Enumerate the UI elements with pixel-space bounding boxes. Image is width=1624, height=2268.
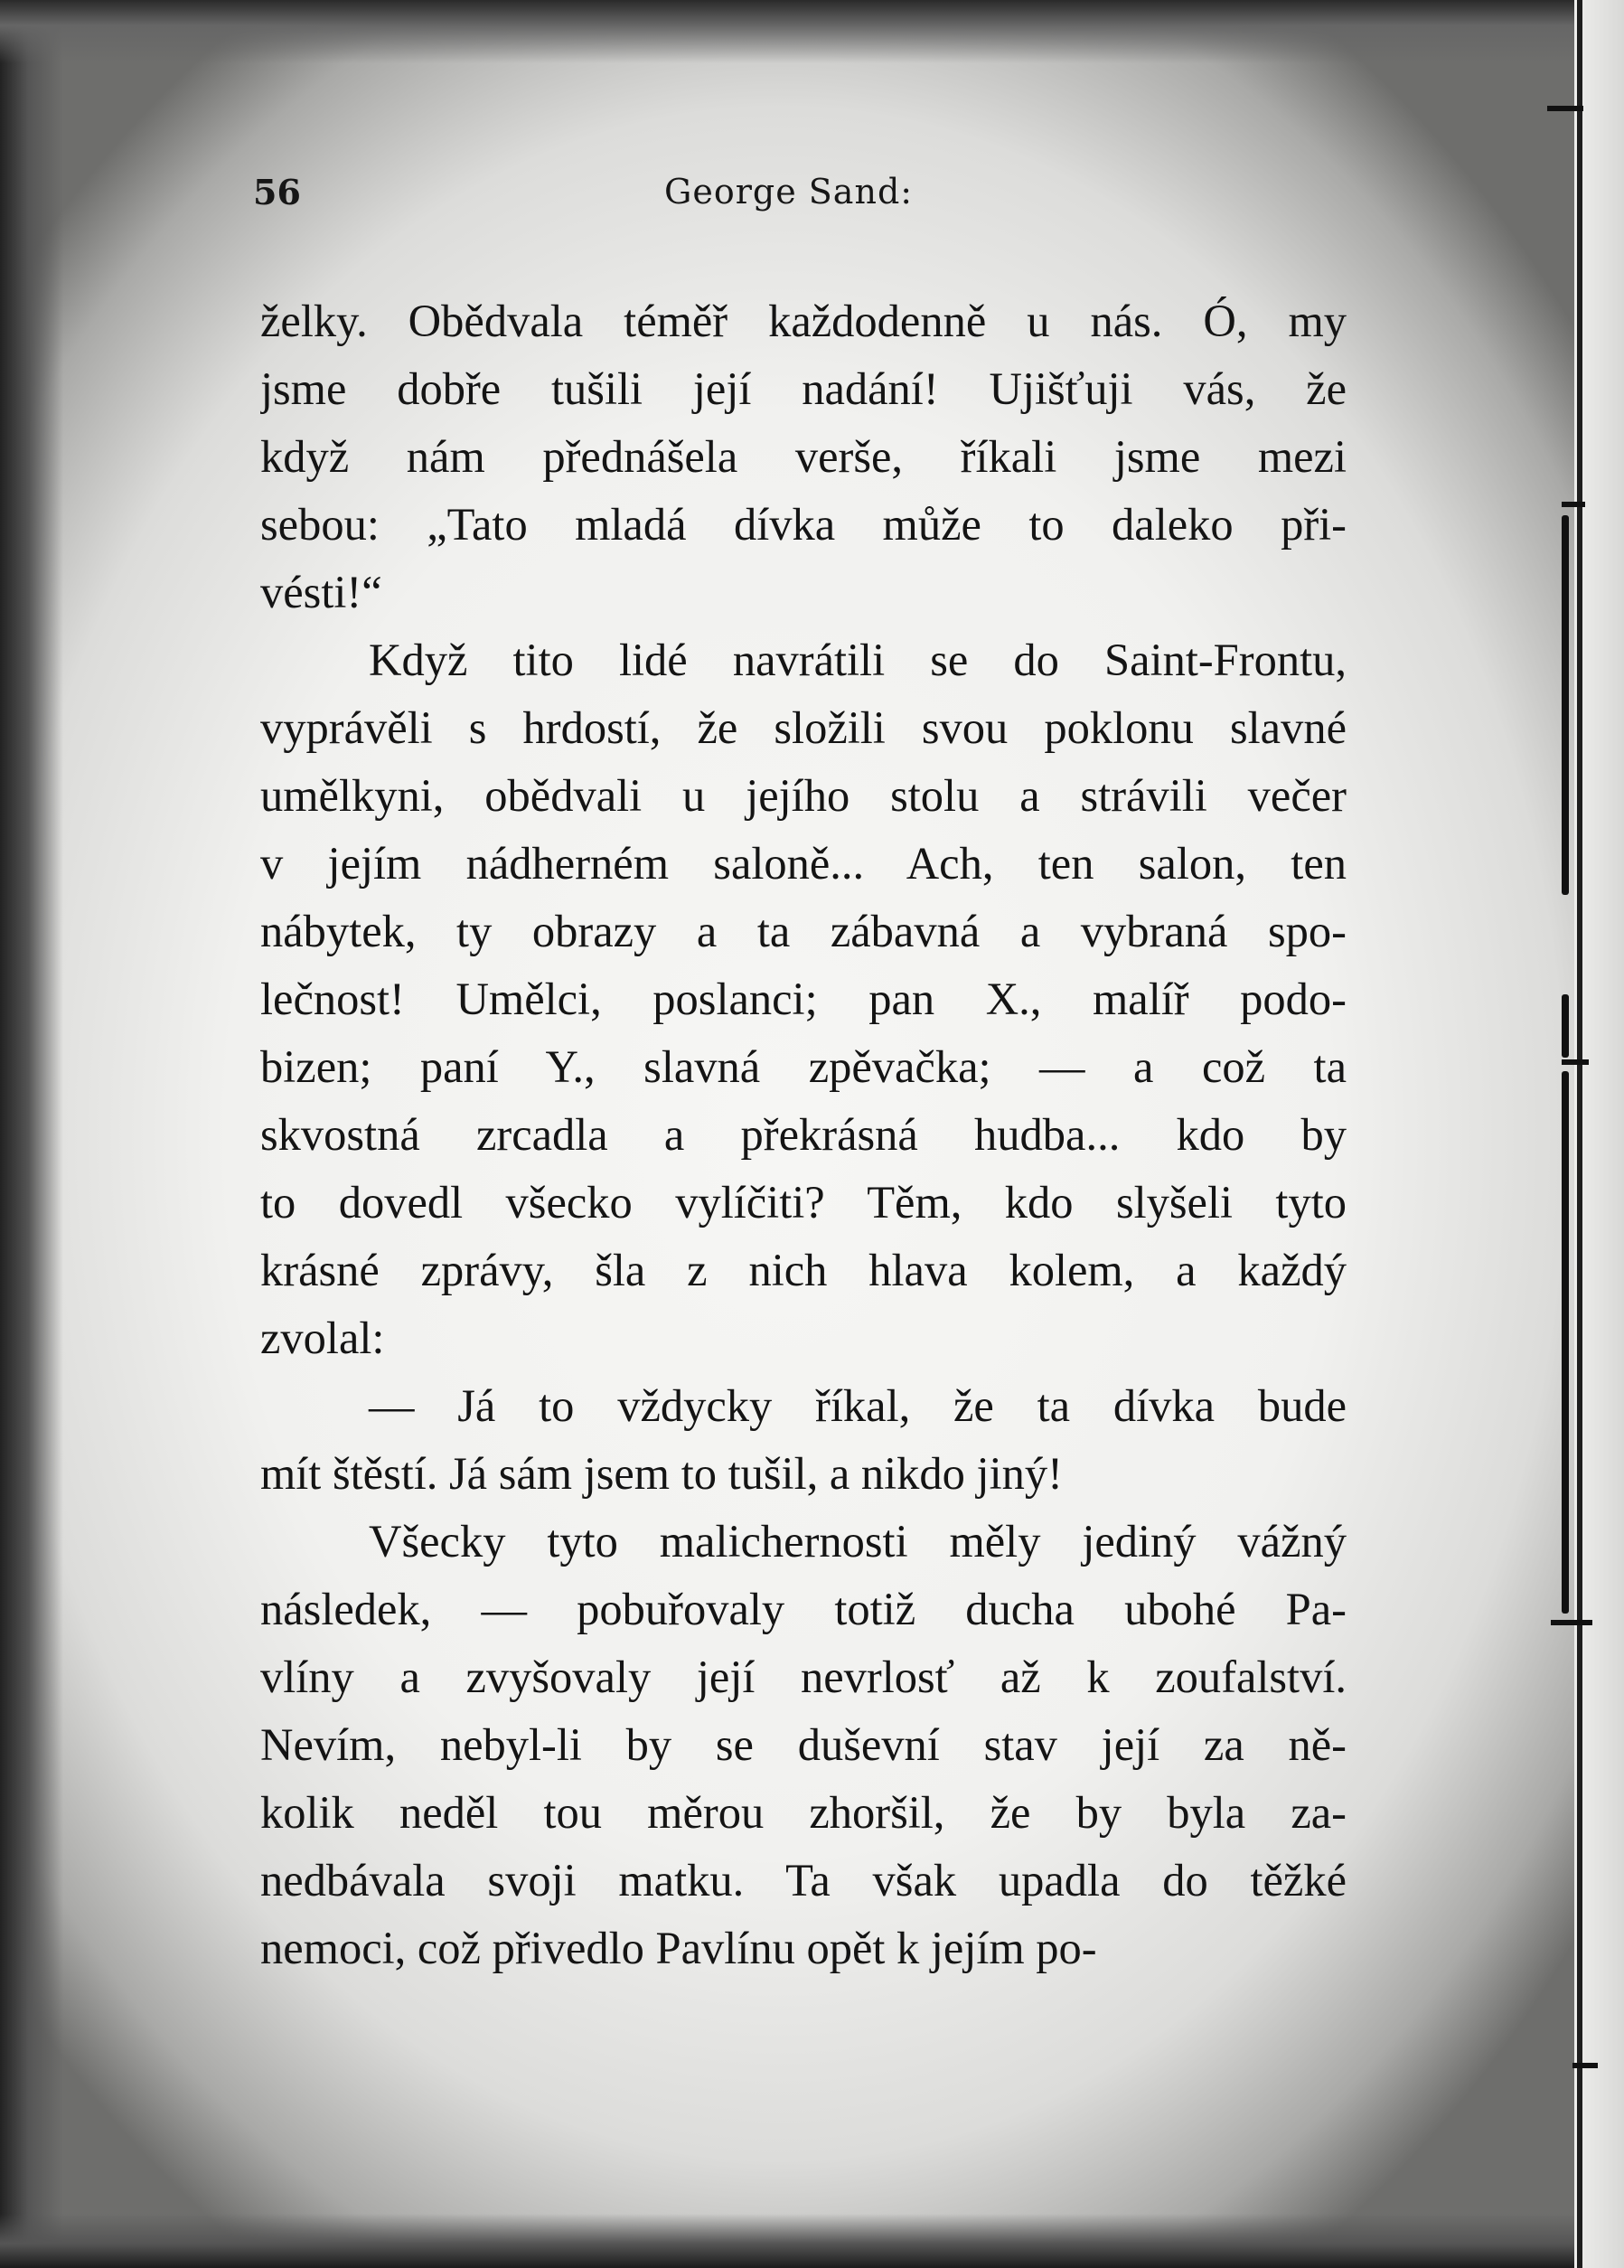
page-header — [253, 172, 940, 219]
text-line: nedbávala svoji matku. Ta však upadla do těžké — [260, 1855, 1347, 1906]
page-edge-line — [1577, 0, 1582, 2268]
text-line: Když tito lidé navrátili se do Saint-Frontu, — [369, 635, 1347, 685]
margin-tick — [1562, 502, 1585, 507]
margin-binding-mark — [1562, 1071, 1569, 1614]
text-line: nemoci, což přivedlo Pavlínu opět k jejím po- — [260, 1923, 1097, 1973]
text-line: následek, — pobuřovaly totiž ducha ubohé Pa- — [260, 1584, 1347, 1634]
text-line: krásné zprávy, šla z nich hlava kolem, a každý — [260, 1245, 1347, 1295]
margin-tick — [1547, 106, 1583, 111]
margin-binding-mark — [1562, 994, 1569, 1058]
text-line: Všecky tyto malichernosti měly jediný vážný — [369, 1516, 1347, 1567]
text-line: bizen; paní Y., slavná zpěvačka; — a což ta — [260, 1041, 1347, 1092]
text-line: — Já to vždycky říkal, že ta dívka bude — [369, 1380, 1347, 1431]
text-line: Nevím, nebyl-li by se duševní stav její za ně- — [260, 1719, 1347, 1770]
margin-tick — [1572, 2063, 1598, 2068]
scan-shadow-bottom — [0, 2214, 1624, 2268]
page-number: 56 — [253, 172, 301, 212]
running-head: George Sand: — [664, 172, 914, 212]
text-line: v jejím nádherném saloně... Ach, ten salon, ten — [260, 838, 1347, 889]
text-line: vlíny a zvyšovaly její nevrlosť až k zoufalství. — [260, 1652, 1347, 1702]
text-line: jsme dobře tušili její nadání! Ujišťuji vás, že — [260, 363, 1347, 414]
text-line: želky. Obědvala téměř každodenně u nás. Ó, my — [260, 296, 1347, 346]
body-text — [260, 287, 1347, 1982]
paragraph — [260, 1372, 1347, 1508]
text-line: zvolal: — [260, 1313, 385, 1363]
text-line: umělkyni, obědvali u jejího stolu a strávili večer — [260, 770, 1347, 821]
text-line: to dovedl všecko vylíčiti? Těm, kdo slyšeli tyto — [260, 1177, 1347, 1228]
margin-tick — [1551, 1620, 1592, 1625]
margin-binding-mark — [1562, 515, 1569, 895]
text-line: lečnost! Umělci, poslanci; pan X., malíř podo- — [260, 974, 1347, 1024]
paragraph — [260, 626, 1347, 1372]
text-line: vyprávěli s hrdostí, že složili svou poklonu slavné — [260, 702, 1347, 753]
text-line: nábytek, ty obrazy a ta zábavná a vybraná spo- — [260, 906, 1347, 956]
margin-tick — [1562, 1059, 1589, 1065]
text-line: mít štěstí. Já sám jsem to tušil, a nikdo jiný! — [260, 1448, 1063, 1499]
scan-shadow-left — [0, 0, 63, 2268]
text-line: vésti!“ — [260, 567, 382, 617]
paragraph — [260, 1508, 1347, 1982]
scan-shadow-top — [0, 0, 1624, 63]
text-line: když nám přednášela verše, říkali jsme mezi — [260, 431, 1347, 482]
text-line: sebou: „Tato mladá dívka může to daleko při- — [260, 499, 1347, 550]
text-line: kolik neděl tou měrou zhoršil, že by byla za- — [260, 1787, 1347, 1838]
paragraph — [260, 287, 1347, 626]
text-line: skvostná zrcadla a překrásná hudba... kdo by — [260, 1109, 1347, 1160]
